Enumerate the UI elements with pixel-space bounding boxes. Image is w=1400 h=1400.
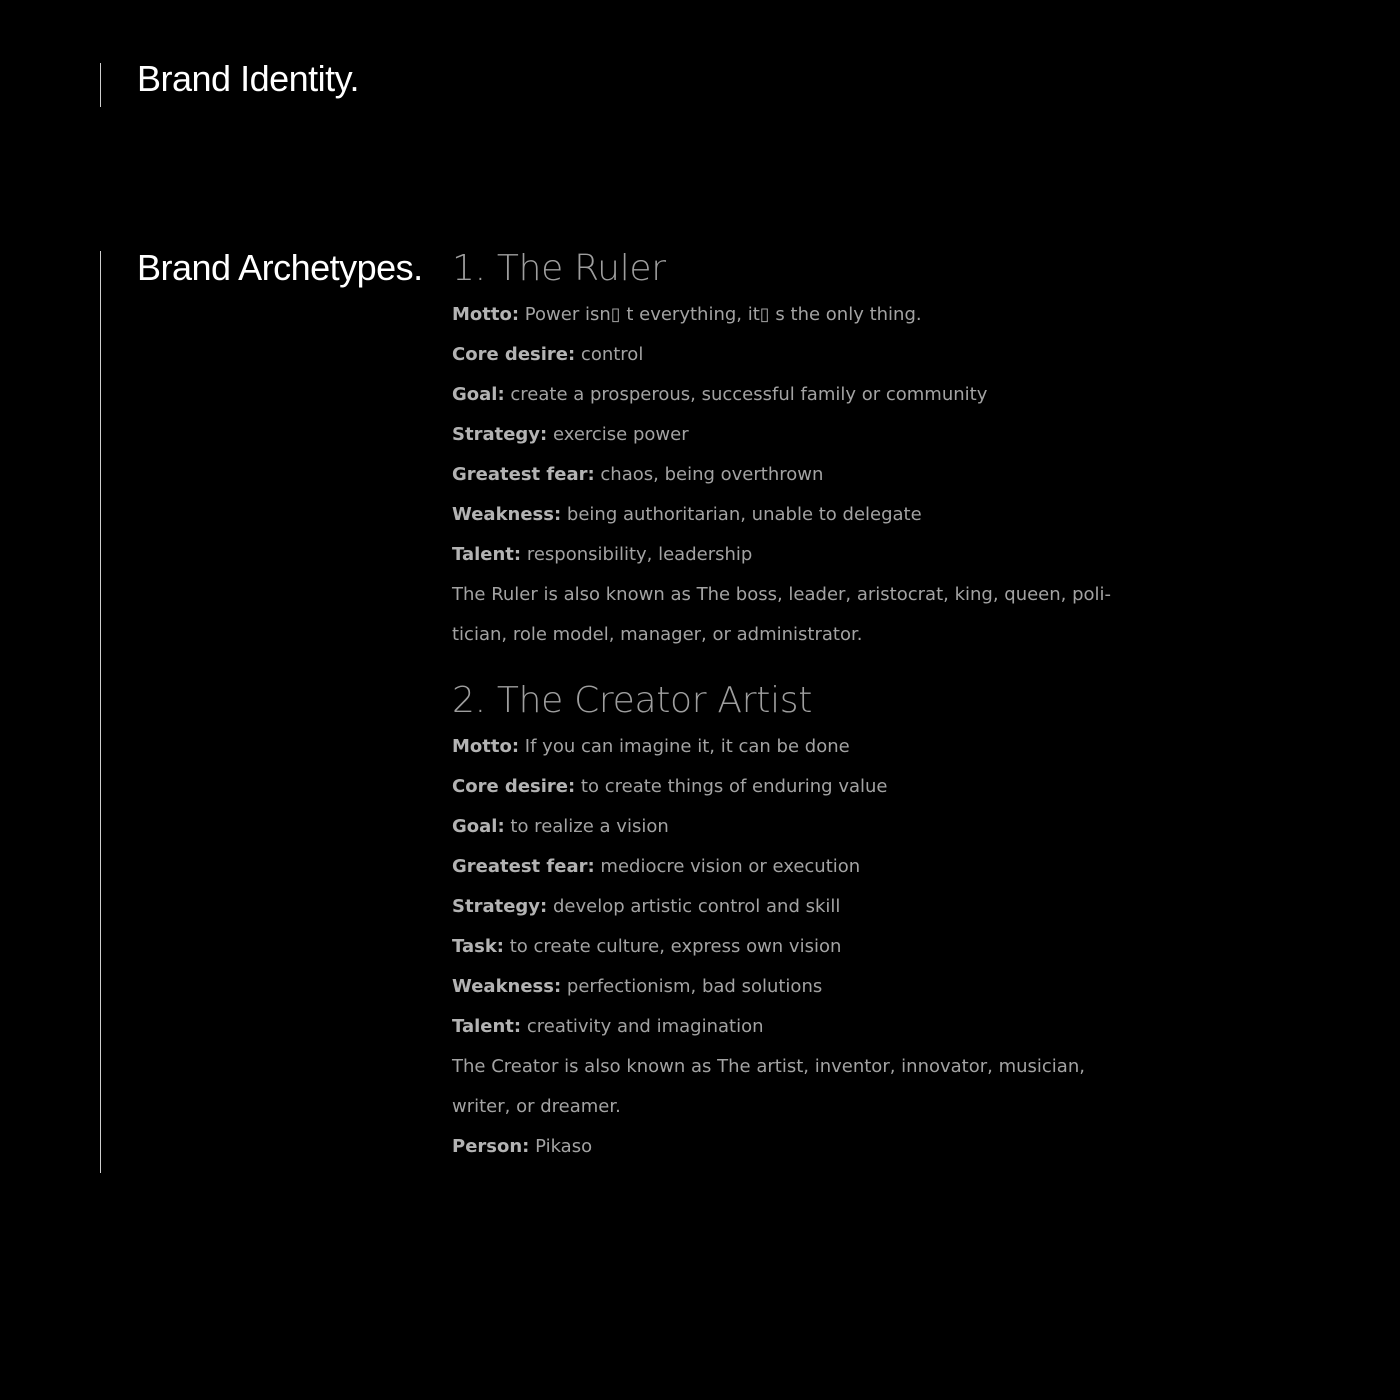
attribute-label: Core desire: [452,344,576,365]
ruler-attribute [452,495,1152,535]
creator-description-line-1: The Creator is also known as The artist, inventor, innovator, musician, [452,1056,1085,1077]
attribute-label: Greatest fear: [452,464,595,485]
attribute-value: to realize a vision [510,816,669,837]
attribute-label: Motto: [452,304,520,325]
attribute-value: exercise power [552,424,689,445]
brand-identity-title: Brand Identity. [137,58,359,99]
brand-archetypes-title: Brand Archetypes. [137,247,423,288]
attribute-value: perfectionism, bad solutions [566,976,823,997]
creator-attribute [452,807,1152,847]
attribute-value: chaos, being overthrown [600,464,824,485]
attribute-label: Strategy: [452,424,548,445]
person-label: Person: [452,1136,530,1157]
attribute-value: develop artistic control and skill [552,896,841,917]
ruler-description-line-1: The Ruler is also known as The boss, leader, aristocrat, king, queen, poli- [452,584,1112,605]
creator-description [452,1047,1152,1127]
creator-attribute [452,767,1152,807]
person-value: Pikaso [535,1136,593,1157]
creator-description-line-2: writer, or dreamer. [452,1096,621,1117]
attribute-label: Goal: [452,816,505,837]
creator-attribute [452,847,1152,887]
creator-heading: 2. The Creator Artist [452,680,813,721]
attribute-value: create a prosperous, successful family or community [510,384,988,405]
attribute-value: responsibility, leadership [526,544,753,565]
ruler-heading: 1. The Ruler [452,248,666,289]
ruler-attribute [452,415,1152,455]
attribute-label: Weakness: [452,504,562,525]
ruler-attribute [452,375,1152,415]
attribute-value: being authoritarian, unable to delegate [566,504,922,525]
ruler-description-line-2: tician, role model, manager, or administrator. [452,624,863,645]
attribute-label: Core desire: [452,776,576,797]
creator-attribute [452,927,1152,967]
attribute-value: mediocre vision or execution [600,856,861,877]
brand-archetypes-section [100,247,1301,1173]
attribute-label: Weakness: [452,976,562,997]
creator-attribute [452,727,1152,767]
attribute-label: Goal: [452,384,505,405]
attribute-value: to create culture, express own vision [509,936,842,957]
attribute-value: to create things of enduring value [580,776,888,797]
ruler-attribute [452,455,1152,495]
attribute-value: Power isn▯ t everything, it▯ s the only thing. [524,304,922,325]
creator-attribute [452,967,1152,1007]
attribute-value: creativity and imagination [526,1016,764,1037]
attribute-label: Talent: [452,544,522,565]
archetypes-content [452,243,1152,1167]
ruler-description [452,575,1152,655]
attribute-label: Greatest fear: [452,856,595,877]
creator-person [452,1127,1152,1167]
attribute-label: Task: [452,936,504,957]
attribute-label: Strategy: [452,896,548,917]
ruler-attribute [452,535,1152,575]
brand-identity-section [100,58,701,107]
attribute-value: control [580,344,644,365]
attribute-value: If you can imagine it, it can be done [524,736,850,757]
attribute-label: Talent: [452,1016,522,1037]
ruler-attribute [452,295,1152,335]
attribute-label: Motto: [452,736,520,757]
creator-attribute [452,1007,1152,1047]
ruler-attribute [452,335,1152,375]
creator-attribute [452,887,1152,927]
